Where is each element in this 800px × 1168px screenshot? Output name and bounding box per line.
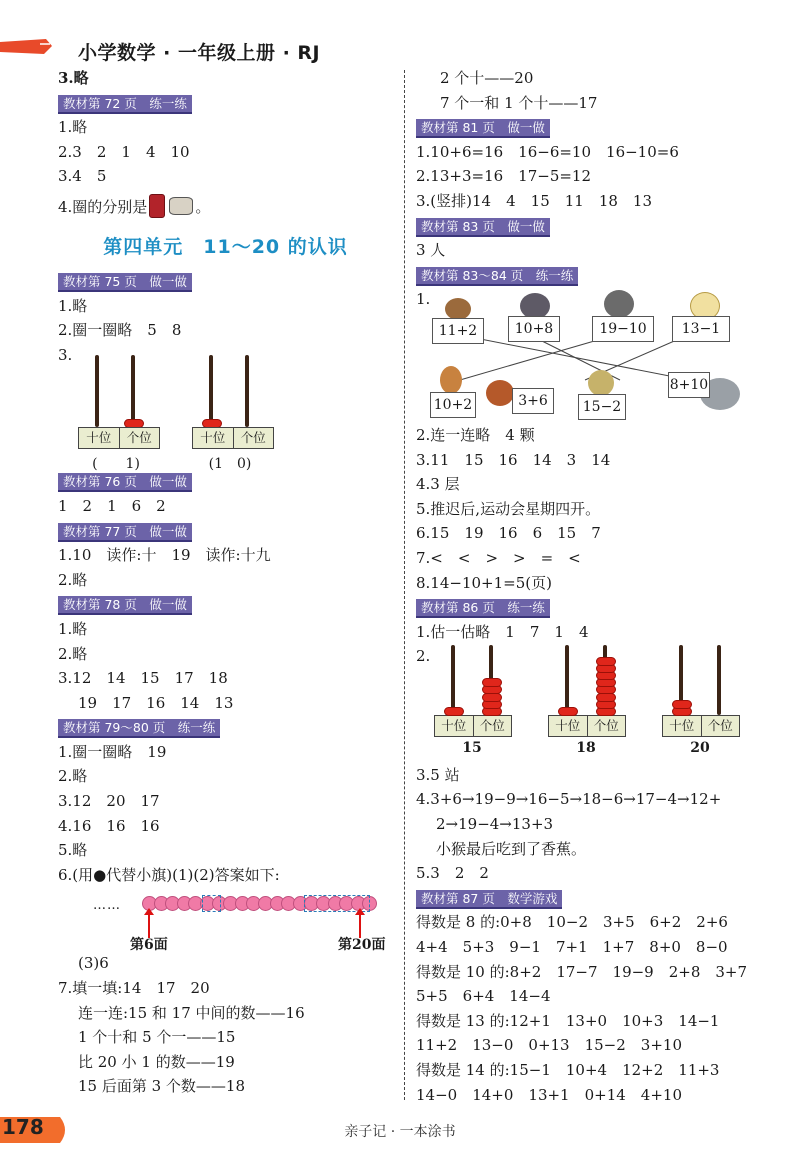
abacus-ten bbox=[192, 355, 272, 475]
ones-label: 个位 bbox=[587, 716, 626, 736]
answer-line: 1.略 bbox=[58, 296, 88, 315]
answer-line: 2.略 bbox=[58, 570, 88, 589]
section-tag-83-84: 教材第 83～84 页 练一练 bbox=[416, 267, 578, 286]
can-icon bbox=[149, 194, 165, 218]
answer-line: 5.略 bbox=[58, 841, 88, 860]
answer-line: 5+5 6+4 14−4 bbox=[416, 987, 551, 1006]
abacus-place-box bbox=[434, 715, 512, 737]
abacus-place-box bbox=[548, 715, 626, 737]
abacus-caption: 18 bbox=[576, 740, 596, 756]
match-card: 10+8 bbox=[508, 316, 560, 342]
section-tag-78: 教材第 78 页 做一做 bbox=[58, 596, 192, 615]
abacus-rod bbox=[95, 355, 99, 427]
answer-line: 4.16 16 16 bbox=[58, 816, 160, 835]
header-brush-mark bbox=[0, 38, 52, 56]
answer-line: 3.4 5 bbox=[58, 167, 107, 186]
abacus-bead bbox=[482, 678, 502, 687]
answer-line: 3.11 15 16 14 3 14 bbox=[416, 450, 611, 469]
answer-line: 2 个十——20 bbox=[440, 69, 534, 87]
answer-line: 1 个十和 5 个一——15 bbox=[78, 1028, 236, 1047]
flag-label-6: 第6面 bbox=[130, 937, 168, 953]
abacus-bead bbox=[558, 707, 578, 716]
giraffe-icon bbox=[588, 370, 614, 396]
right-column bbox=[416, 66, 788, 1107]
answer-line: 1.略 bbox=[58, 118, 88, 137]
tens-label: 十位 bbox=[200, 430, 226, 445]
match-card: 8+10 bbox=[668, 372, 710, 398]
header-title: 小学数学 · 一年级上册 · RJ bbox=[78, 42, 321, 64]
answer-line: 1.10 读作:十 19 读作:十九 bbox=[58, 546, 271, 565]
answer-line: 11+2 13−0 0+13 15−2 3+10 bbox=[416, 1036, 682, 1055]
answer-line: 3.5 站 bbox=[416, 765, 460, 784]
section-tag-87: 教材第 87 页 数学游戏 bbox=[416, 890, 562, 909]
answer-line: 连一连:15 和 17 中间的数——16 bbox=[78, 1003, 305, 1022]
answer-line: 2.略 bbox=[58, 644, 88, 663]
tens-label: 十位 bbox=[555, 718, 581, 733]
abacus-rod bbox=[131, 355, 135, 427]
match-card: 19−10 bbox=[592, 316, 654, 342]
answer-line: 3.12 14 15 17 18 bbox=[58, 669, 228, 688]
answer-line: 3.12 20 17 bbox=[58, 792, 160, 811]
ones-label: 个位 bbox=[473, 716, 512, 736]
tens-label: 十位 bbox=[86, 430, 112, 445]
abacus-caption: 15 bbox=[462, 740, 482, 756]
abacus-caption: 20 bbox=[690, 740, 710, 756]
deer-icon bbox=[440, 366, 462, 394]
page-number: 178 bbox=[2, 1115, 44, 1139]
match-card: 11+2 bbox=[432, 318, 484, 344]
answer-line: 得数是 10 的:8+2 17−7 19−9 2+8 3+7 bbox=[416, 962, 748, 981]
answer-line: 19 17 16 14 13 bbox=[78, 693, 234, 712]
abacus-caption: ( 1) bbox=[92, 456, 140, 472]
section-tag-75: 教材第 75 页 做一做 bbox=[58, 273, 192, 292]
abacus-caption: (1 0) bbox=[208, 456, 252, 472]
match-card: 3+6 bbox=[512, 388, 554, 414]
section-tag-81: 教材第 81 页 做一做 bbox=[416, 119, 550, 138]
column-divider bbox=[404, 70, 405, 1100]
abacus-rod bbox=[209, 355, 213, 427]
answer-line: 8.14−10+1=5(页) bbox=[416, 573, 552, 592]
abacus-place-box bbox=[662, 715, 740, 737]
match-card: 13−1 bbox=[672, 316, 730, 342]
answer-text: 。 bbox=[195, 197, 211, 216]
answer-line: 1. bbox=[416, 290, 431, 309]
answer-line: 7.< < > > = < bbox=[416, 548, 581, 567]
answer-line: 2→19−4→13+3 bbox=[436, 815, 554, 834]
answer-line: 7 个一和 1 个十——17 bbox=[440, 93, 598, 112]
answer-line: 3 人 bbox=[416, 241, 446, 260]
answer-text: 4.圈的分别是 bbox=[58, 197, 148, 216]
answer-line: 4+4 5+3 9−1 7+1 1+7 8+0 8−0 bbox=[416, 938, 728, 957]
answer-line: 2.13+3=16 17−5=12 bbox=[416, 167, 592, 186]
answer-line: 3.(竖排)14 4 15 11 18 13 bbox=[416, 191, 652, 210]
abacus-one bbox=[78, 355, 158, 475]
abacus-bead bbox=[672, 700, 692, 709]
flag-leading-dots: …… bbox=[93, 898, 121, 913]
abacus-place-box bbox=[78, 427, 160, 449]
section-tag-72: 教材第 72 页 练一练 bbox=[58, 95, 192, 114]
section-tag-83: 教材第 83 页 做一做 bbox=[416, 218, 550, 237]
abacus-bead bbox=[596, 657, 616, 666]
answer-line: 1 2 1 6 2 bbox=[58, 496, 166, 515]
answer-line: 比 20 小 1 的数——19 bbox=[78, 1052, 235, 1071]
ones-label: 个位 bbox=[701, 716, 740, 736]
answer-line: 6.15 19 16 6 15 7 bbox=[416, 524, 601, 543]
answer-line: 得数是 8 的:0+8 10−2 3+5 6+2 2+6 bbox=[416, 913, 728, 932]
answer-line: 2.圈一圈略 5 8 bbox=[58, 321, 182, 340]
answer-line: 3.略 bbox=[58, 69, 89, 87]
rhino-icon bbox=[604, 290, 634, 318]
abacus-rod bbox=[245, 355, 249, 427]
section-tag-76: 教材第 76 页 做一做 bbox=[58, 473, 192, 492]
cylinder-icon bbox=[169, 197, 193, 215]
section-tag-86: 教材第 86 页 练一练 bbox=[416, 599, 550, 618]
flag-dash-box bbox=[202, 895, 221, 912]
answer-line: 1.略 bbox=[58, 619, 88, 638]
answer-line: 3. bbox=[58, 345, 73, 364]
answer-line: 小猴最后吃到了香蕉。 bbox=[436, 839, 587, 858]
answer-line: 1.估一估略 1 7 1 4 bbox=[416, 622, 589, 641]
answer-line: 15 后面第 3 个数——18 bbox=[78, 1077, 246, 1096]
answer-line: 6.(用●代替小旗)(1)(2)答案如下: bbox=[58, 865, 280, 884]
answer-line: 14−0 14+0 13+1 0+14 4+10 bbox=[416, 1085, 682, 1104]
flag-label-20: 第20面 bbox=[338, 937, 386, 953]
answer-line bbox=[58, 189, 393, 225]
answer-line: 1.圈一圈略 19 bbox=[58, 742, 167, 761]
answer-line: 4.3 层 bbox=[416, 475, 460, 494]
abacus-rod bbox=[451, 645, 455, 715]
answer-line: 2.连一连略 4 颗 bbox=[416, 425, 535, 444]
monkey-icon bbox=[486, 380, 514, 406]
abacus-bead bbox=[444, 707, 464, 716]
answer-line: 4.3+6→19−9→16−5→18−6→17−4→12+ bbox=[416, 790, 722, 809]
tens-label: 十位 bbox=[441, 718, 467, 733]
answer-line: 1.10+6=16 16−6=10 16−10=6 bbox=[416, 142, 679, 161]
answer-line: (3)6 bbox=[78, 954, 109, 973]
abacus-rod bbox=[717, 645, 721, 715]
abacus-rod bbox=[565, 645, 569, 715]
answer-line: 2.略 bbox=[58, 767, 88, 786]
match-card: 10+2 bbox=[430, 392, 476, 418]
match-card: 15−2 bbox=[578, 394, 626, 420]
abacus-place-box bbox=[192, 427, 274, 449]
squirrel-icon bbox=[445, 298, 471, 320]
ones-label: 个位 bbox=[233, 428, 274, 448]
answer-line: 2. bbox=[416, 647, 431, 666]
ones-label: 个位 bbox=[119, 428, 160, 448]
footer-brand: 亲子记 · 一本涂书 bbox=[344, 1124, 456, 1140]
answer-line: 7.填一填:14 17 20 bbox=[58, 979, 210, 998]
answer-line: 2.3 2 1 4 10 bbox=[58, 142, 190, 161]
answer-line: 5.3 2 2 bbox=[416, 864, 489, 883]
section-tag-77: 教材第 77 页 做一做 bbox=[58, 523, 192, 542]
answer-line: 得数是 14 的:15−1 10+4 12+2 11+3 bbox=[416, 1061, 720, 1079]
unit-title: 第四单元 11～20 的认识 bbox=[103, 235, 348, 258]
answer-line: 得数是 13 的:12+1 13+0 10+3 14−1 bbox=[416, 1011, 720, 1030]
section-tag-79: 教材第 79～80 页 练一练 bbox=[58, 719, 220, 738]
tens-label: 十位 bbox=[669, 718, 695, 733]
answer-line: 5.推迟后,运动会星期四开。 bbox=[416, 499, 601, 518]
